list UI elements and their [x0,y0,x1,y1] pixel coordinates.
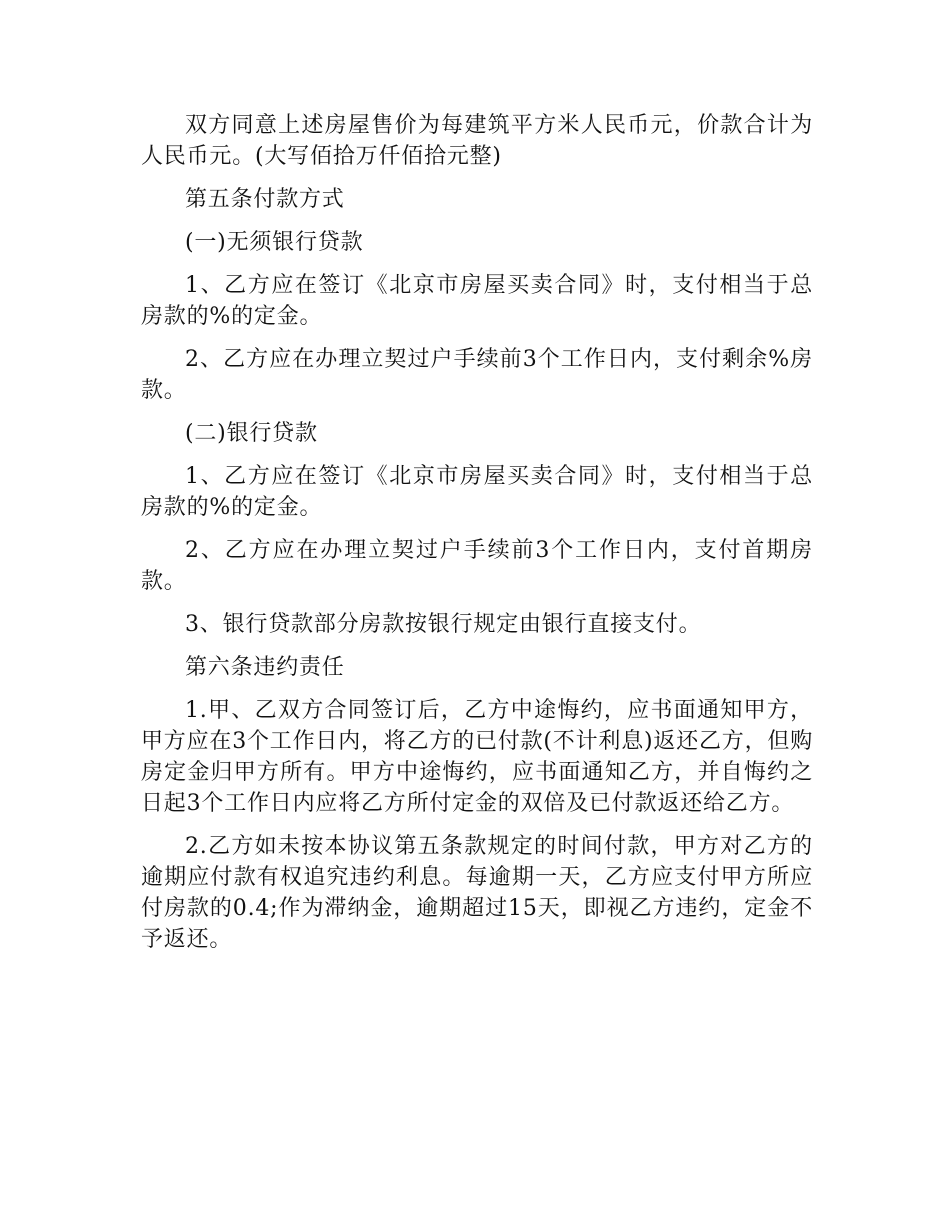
bank-loan-subheading: (二)银行贷款 [185,421,318,446]
no-loan-clause-2: 2、乙方应在办理立契过户手续前3个工作日内，支付剩余%房款。 [141,347,813,403]
document-page [141,110,813,967]
bank-loan-clause-2: 2、乙方应在办理立契过户手续前3个工作日内，支付首期房款。 [141,538,813,594]
breach-clause-1: 1.甲、乙双方合同签订后，乙方中途悔约，应书面通知甲方，甲方应在3个工作日内，将乙方的已付款(不计利息)返还乙方，但购房定金归甲方所有。甲方中途悔约，应书面通知乙方，并自悔约之日起3个工作日内应将乙方所付定金的双倍及已付款返还给乙方。 [141,698,813,816]
no-loan-subheading: (一)无须银行贷款 [185,230,364,255]
breach-clause-2: 2.乙方如未按本协议第五条款规定的时间付款，甲方对乙方的逾期应付款有权追究违约利息。每逾期一天，乙方应支付甲方所应付房款的0.4;作为滞纳金，逾期超过15天，即视乙方违约，定金不予返还。 [141,834,813,952]
bank-loan-clause-1: 1、乙方应在签订《北京市房屋买卖合同》时，支付相当于总房款的%的定金。 [141,464,813,520]
price-agreement-paragraph: 双方同意上述房屋售价为每建筑平方米人民币元，价款合计为人民币元。(大写佰拾万仟佰拾元整) [141,113,813,169]
bank-loan-clause-3: 3、银行贷款部分房款按银行规定由银行直接支付。 [185,612,702,637]
article-5-heading: 第五条付款方式 [185,187,345,212]
no-loan-clause-1: 1、乙方应在签订《北京市房屋买卖合同》时，支付相当于总房款的%的定金。 [141,273,813,329]
article-6-heading: 第六条违约责任 [185,655,345,680]
